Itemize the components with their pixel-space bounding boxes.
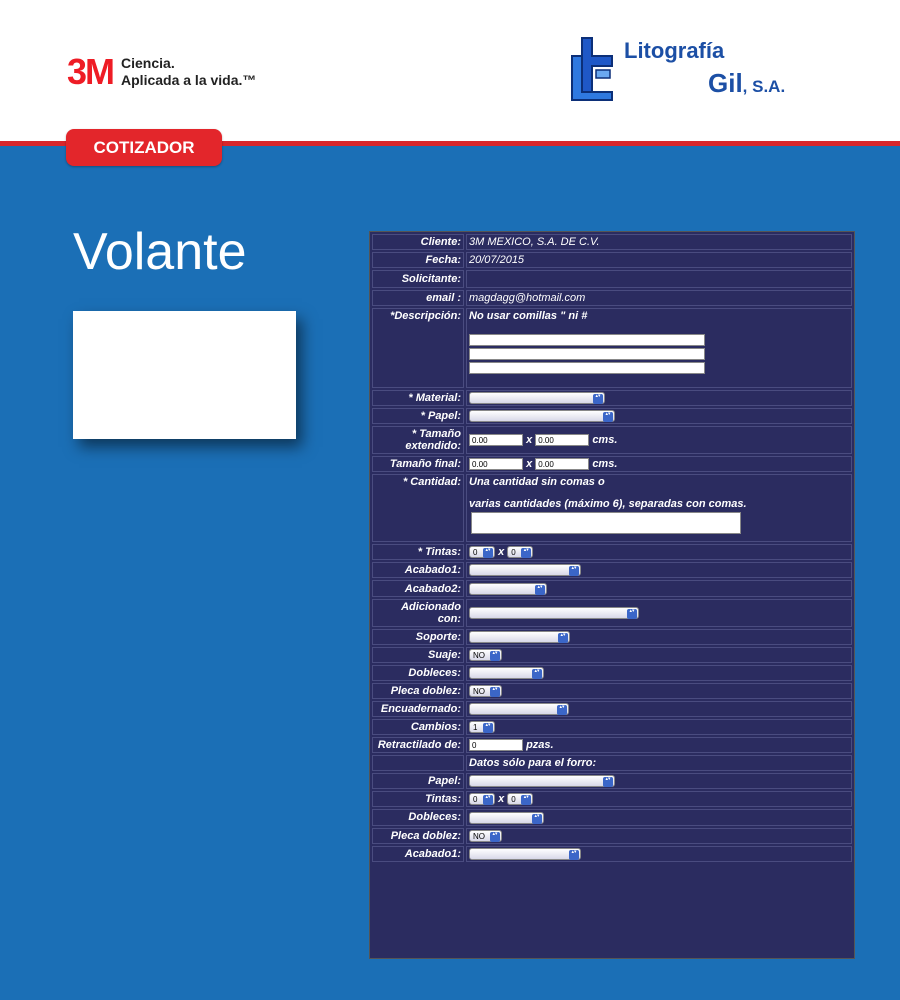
forro-pleca-label: Pleca doblez: — [372, 828, 464, 844]
tintas-label: * Tintas: — [372, 544, 464, 560]
row-forro-pleca — [372, 828, 852, 844]
row-cantidad — [372, 474, 852, 542]
material-label: * Material: — [372, 390, 464, 406]
row-cliente — [372, 234, 852, 250]
row-dobleces — [372, 665, 852, 681]
tintas-front-select[interactable]: 0 ▴▾ — [469, 546, 495, 558]
cotizador-badge: COTIZADOR — [66, 129, 222, 166]
descripcion-line-1[interactable] — [469, 334, 705, 346]
row-papel — [372, 408, 852, 424]
suaje-label: Suaje: — [372, 647, 464, 663]
forro-title: Datos sólo para el forro: — [466, 755, 852, 771]
row-encuadernado — [372, 701, 852, 717]
forro-pleca-select[interactable]: NO ▴▾ — [469, 830, 502, 842]
tamano-extendido-width-input[interactable]: 0.00 — [469, 434, 523, 446]
cantidad-label: * Cantidad: — [372, 474, 464, 542]
tamano-final-height-input[interactable]: 0.00 — [535, 458, 589, 470]
adicionado-select[interactable] — [469, 607, 639, 619]
tintas-x: x — [498, 546, 505, 559]
cambios-select[interactable]: 1 ▴▾ — [469, 721, 495, 733]
dobleces-select[interactable] — [469, 667, 544, 679]
logo-3m-line2: Aplicada a la vida.™ — [121, 72, 257, 88]
papel-label: * Papel: — [372, 408, 464, 424]
row-tamano-final — [372, 456, 852, 472]
gil-suffix: , S.A. — [742, 77, 786, 96]
quote-form — [369, 231, 855, 959]
row-soporte — [372, 629, 852, 645]
logo-3m — [67, 51, 257, 92]
cliente-value: 3M MEXICO, S.A. DE C.V. — [466, 234, 852, 250]
gil-name: Gil — [708, 68, 743, 98]
material-select[interactable] — [469, 392, 605, 404]
descripcion-cell — [466, 308, 852, 388]
descripcion-line-3[interactable] — [469, 362, 705, 374]
tamano-final-label: Tamaño final: — [372, 456, 464, 472]
cantidad-textarea[interactable] — [471, 512, 741, 534]
retractilado-unit: pzas. — [526, 739, 554, 752]
acabado1-label: Acabado1: — [372, 562, 464, 578]
cliente-label: Cliente: — [372, 234, 464, 250]
row-retractilado — [372, 737, 852, 753]
row-descripcion — [372, 308, 852, 388]
row-material — [372, 390, 852, 406]
encuadernado-select[interactable] — [469, 703, 569, 715]
forro-papel-select[interactable] — [469, 775, 615, 787]
row-forro-tintas — [372, 791, 852, 807]
forro-tintas-label: Tintas: — [372, 791, 464, 807]
retractilado-label: Retractilado de: — [372, 737, 464, 753]
forro-tintas-back-select[interactable]: 0 ▴▾ — [507, 793, 533, 805]
acabado2-select[interactable] — [469, 583, 547, 595]
pleca-label: Pleca doblez: — [372, 683, 464, 699]
tamano-final-x: x — [526, 458, 533, 471]
row-tintas — [372, 544, 852, 560]
row-forro-dobleces — [372, 809, 852, 825]
tamano-final-unit: cms. — [592, 458, 618, 471]
tamano-extendido-unit: cms. — [592, 434, 618, 447]
row-tamano-extendido — [372, 426, 852, 454]
row-adicionado — [372, 599, 852, 627]
row-forro-acabado1 — [372, 846, 852, 862]
descripcion-hint: No usar comillas " ni # — [469, 310, 588, 322]
logo-litografia-gil — [568, 34, 828, 104]
forro-dobleces-label: Dobleces: — [372, 809, 464, 825]
forro-tintas-front-select[interactable]: 0 ▴▾ — [469, 793, 495, 805]
row-fecha — [372, 252, 852, 268]
descripcion-label: *Descripción: — [372, 308, 464, 388]
acabado1-select[interactable] — [469, 564, 581, 576]
pleca-select[interactable]: NO ▴▾ — [469, 685, 502, 697]
email-label: email : — [372, 290, 464, 306]
cantidad-hint-1: Una cantidad sin comas o — [469, 476, 605, 489]
logo-3m-tagline — [121, 55, 256, 89]
tamano-extendido-x: x — [526, 434, 533, 447]
email-value: magdagg@hotmail.com — [466, 290, 852, 306]
descripcion-line-2[interactable] — [469, 348, 705, 360]
row-acabado1 — [372, 562, 852, 578]
solicitante-label: Solicitante: — [372, 270, 464, 288]
forro-title-spacer — [372, 755, 464, 771]
papel-select[interactable] — [469, 410, 615, 422]
fecha-value: 20/07/2015 — [466, 252, 852, 268]
forro-papel-label: Papel: — [372, 773, 464, 789]
gil-word — [708, 68, 785, 99]
tamano-extendido-height-input[interactable]: 0.00 — [535, 434, 589, 446]
suaje-select[interactable]: NO ▴▾ — [469, 649, 502, 661]
forro-dobleces-select[interactable] — [469, 812, 544, 824]
tintas-back-select[interactable]: 0 ▴▾ — [507, 546, 533, 558]
row-acabado2 — [372, 580, 852, 596]
product-preview-card — [73, 311, 296, 439]
tamano-extendido-label: * Tamaño extendido: — [372, 426, 464, 454]
row-cambios — [372, 719, 852, 735]
header-bar — [0, 0, 900, 142]
logo-3m-line1: Ciencia. — [121, 55, 175, 71]
solicitante-value — [466, 270, 852, 288]
retractilado-input[interactable]: 0 — [469, 739, 523, 751]
soporte-select[interactable] — [469, 631, 570, 643]
cambios-label: Cambios: — [372, 719, 464, 735]
litografia-emblem-icon — [568, 34, 620, 102]
forro-acabado1-select[interactable] — [469, 848, 581, 860]
adicionado-label: Adicionado con: — [372, 599, 464, 627]
soporte-label: Soporte: — [372, 629, 464, 645]
dobleces-label: Dobleces: — [372, 665, 464, 681]
page-title: Volante — [73, 223, 247, 281]
row-forro-papel — [372, 773, 852, 789]
row-solicitante — [372, 270, 852, 288]
acabado2-label: Acabado2: — [372, 580, 464, 596]
row-email — [372, 290, 852, 306]
cantidad-hint-2: varias cantidades (máximo 6), separadas con comas. — [469, 498, 747, 511]
row-suaje — [372, 647, 852, 663]
fecha-label: Fecha: — [372, 252, 464, 268]
row-forro-title — [372, 755, 852, 771]
forro-acabado1-label: Acabado1: — [372, 846, 464, 862]
forro-tintas-x: x — [498, 793, 505, 806]
litografia-word: Litografía — [624, 38, 725, 63]
logo-3m-mark: 3M — [67, 51, 114, 92]
row-pleca — [372, 683, 852, 699]
tamano-final-width-input[interactable]: 0.00 — [469, 458, 523, 470]
encuadernado-label: Encuadernado: — [372, 701, 464, 717]
